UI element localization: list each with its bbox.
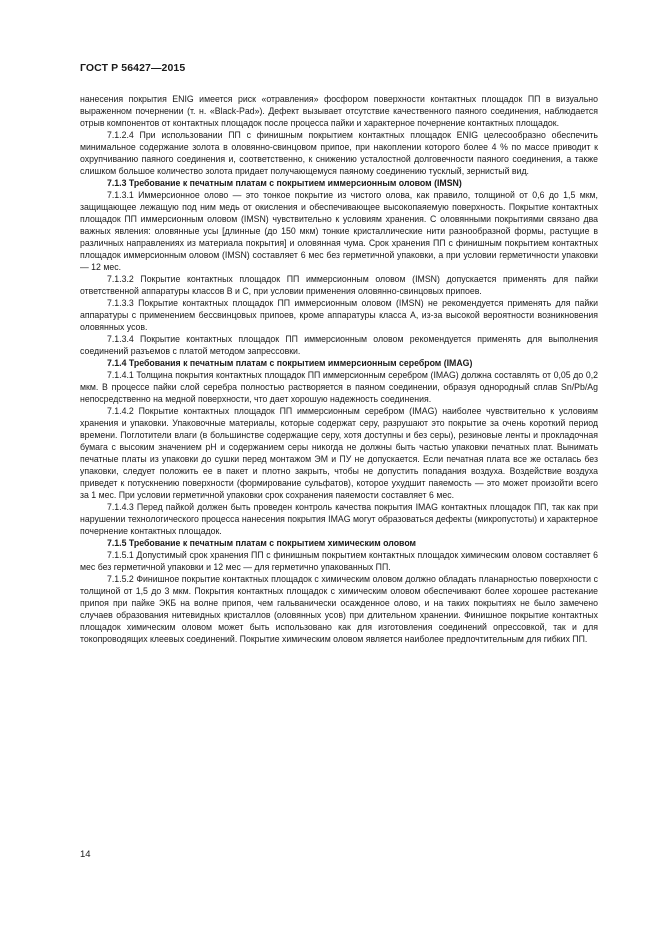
heading-7-1-5: 7.1.5 Требование к печатным платам с покрытием химическим оловом: [107, 538, 417, 548]
paragraph-7-1-3-3: 7.1.3.3 Покрытие контактных площадок ПП иммерсионным оловом (IMSN) не рекомендуется применять для пайки аппаратуры с применением бессвинцовых припоев, кроме аппаратуры класса А, из-за высокой вероятности возникновения оловянных усов.: [80, 298, 598, 332]
heading-7-1-3: 7.1.3 Требование к печатным платам с покрытием иммерсионным оловом (IMSN): [107, 178, 462, 188]
heading-7-1-4: 7.1.4 Требования к печатным платам с покрытием иммерсионным серебром (IMAG): [107, 358, 473, 368]
paragraph-7-1-3-2: 7.1.3.2 Покрытие контактных площадок ПП иммерсионным оловом (IMSN) допускается применять для пайки ответственной аппаратуры классов В и С, при условии применения оловянно-свинцовых припоев.: [80, 274, 598, 296]
paragraph-7-1-4-3: 7.1.4.3 Перед пайкой должен быть проведен контроль качества покрытия IMAG контактных площадок ПП, так как при нарушении технологического процесса нанесения покрытия IMAG могут образоваться дефекты (микропустоты) и характерное почернение контактных площадок.: [80, 502, 598, 536]
paragraph-7-1-4-2: 7.1.4.2 Покрытие контактных площадок ПП иммерсионным серебром (IMAG) наиболее чувствительно к условиям хранения и упаковки. Упаковочные материалы, которые содержат серу, разрушают это покрытие за очень короткий период времени. Поглотители влаги (в большинстве содержащие серу, хотя доступны и без серы), резиновые ленты и прокладочная бумага с высоким значением pH и содержанием серы никогда не должны быть частью упаковки печатных плат. Вынимать печатные платы из упаковки до сушки перед монтажом ЭМ и ПУ не допускается. Если печатная плата все же осталась без упаковки, следует положить ее в пакет и плотно закрыть, чтобы не допустить попадания воздуха. Воздействие воздуха приведет к потускнению поверхности (формирование сульфатов), которое ухудшит паяемость — это может произойти всего за 1 мес. При условии герметичной упаковки срок сохранения паяемости составляет 6 мес.: [80, 406, 598, 500]
paragraph-7-1-3-4: 7.1.3.4 Покрытие контактных площадок ПП иммерсионным оловом рекомендуется применять для выполнения соединений разъемов с платой методом запрессовки.: [80, 334, 598, 356]
paragraph-7-1-4-1: 7.1.4.1 Толщина покрытия контактных площадок ПП иммерсионным серебром (IMAG) должна составлять от 0,05 до 0,2 мкм. В процессе пайки слой серебра полностью растворяется в паяном соединении, образуя однородный сплав Sn/Pb/Ag непосредственно на медной поверхности, что дает хорошую надежность соединения.: [80, 370, 598, 404]
page-number: 14: [80, 849, 91, 860]
paragraph-7-1-2-4: 7.1.2.4 При использовании ПП с финишным покрытием контактных площадок ENIG целесообразно обеспечить минимальное содержание золота в оловянно-свинцовом припое, при накоплении которого более 4 % по массе приводит к охрупчиванию паяного соединения и, соответственно, к снижению усталостной долговечности паяного соединения, а также слишком большое количество золота придает получающемуся паяному соединению тусклый, зернистый вид.: [80, 130, 598, 176]
standard-designation: ГОСТ Р 56427—2015: [80, 62, 186, 74]
paragraph-7-1-5-2: 7.1.5.2 Финишное покрытие контактных площадок с химическим оловом должно обладать планарностью поверхности с толщиной от 1,5 до 3 мкм. Покрытия контактных площадок с химическим оловом обеспечивают более хорошее растекание припоя при пайке ЭКБ на волне припоя, чем гальванически осажденное олово, и на таких покрытиях не было замечено случаев образования нитевидных кристаллов (оловянных усов) при длительном хранении. Финишное покрытие контактных площадок химическим оловом может быть использовано как для изготовления соединений опрессовкой, так и для токопроводящих клеевых соединений. Покрытие химическим оловом является наиболее предпочтительным для гибких ПП.: [80, 574, 598, 644]
paragraph-7-1-3-1: 7.1.3.1 Иммерсионное олово — это тонкое покрытие из чистого олова, как правило, толщиной от 0,6 до 1,5 мкм, защищающее лежащую под ним медь от окисления и обеспечивающее высокопаяемую поверхность. Покрытие контактных площадок ПП иммерсионным оловом (IMSN) чувствительно к условиям хранения. С оловянными покрытиями связано два важных явления: оловянные усы [длинные (до 150 мкм) тонкие кристаллические нити разнообразной формы, растущие в различных направлениях из материала покрытия] и оловянная чума. Срок хранения ПП с финишным покрытием контактных площадок иммерсионным оловом (IMSN) составляет 6 мес без герметичной упаковки, а при условии герметичности упаковки — 12 мес.: [80, 190, 598, 272]
paragraph-7-1-5-1: 7.1.5.1 Допустимый срок хранения ПП с финишным покрытием контактных площадок химическим оловом составляет 6 мес без герметичной упаковки и 12 мес — для герметично упакованных ПП.: [80, 550, 598, 572]
document-body: [80, 93, 598, 645]
paragraph-continuation: нанесения покрытия ENIG имеется риск «отравления» фосфором поверхности контактных площадок ПП в визуально выраженном почернении (т. н. «Black-Pad»). Дефект вызывает отсутствие качественного паяного соединения, наблюдается отрыв компонентов от контактных площадок после процесса пайки и характерное почернение контактных площадок.: [80, 94, 598, 128]
